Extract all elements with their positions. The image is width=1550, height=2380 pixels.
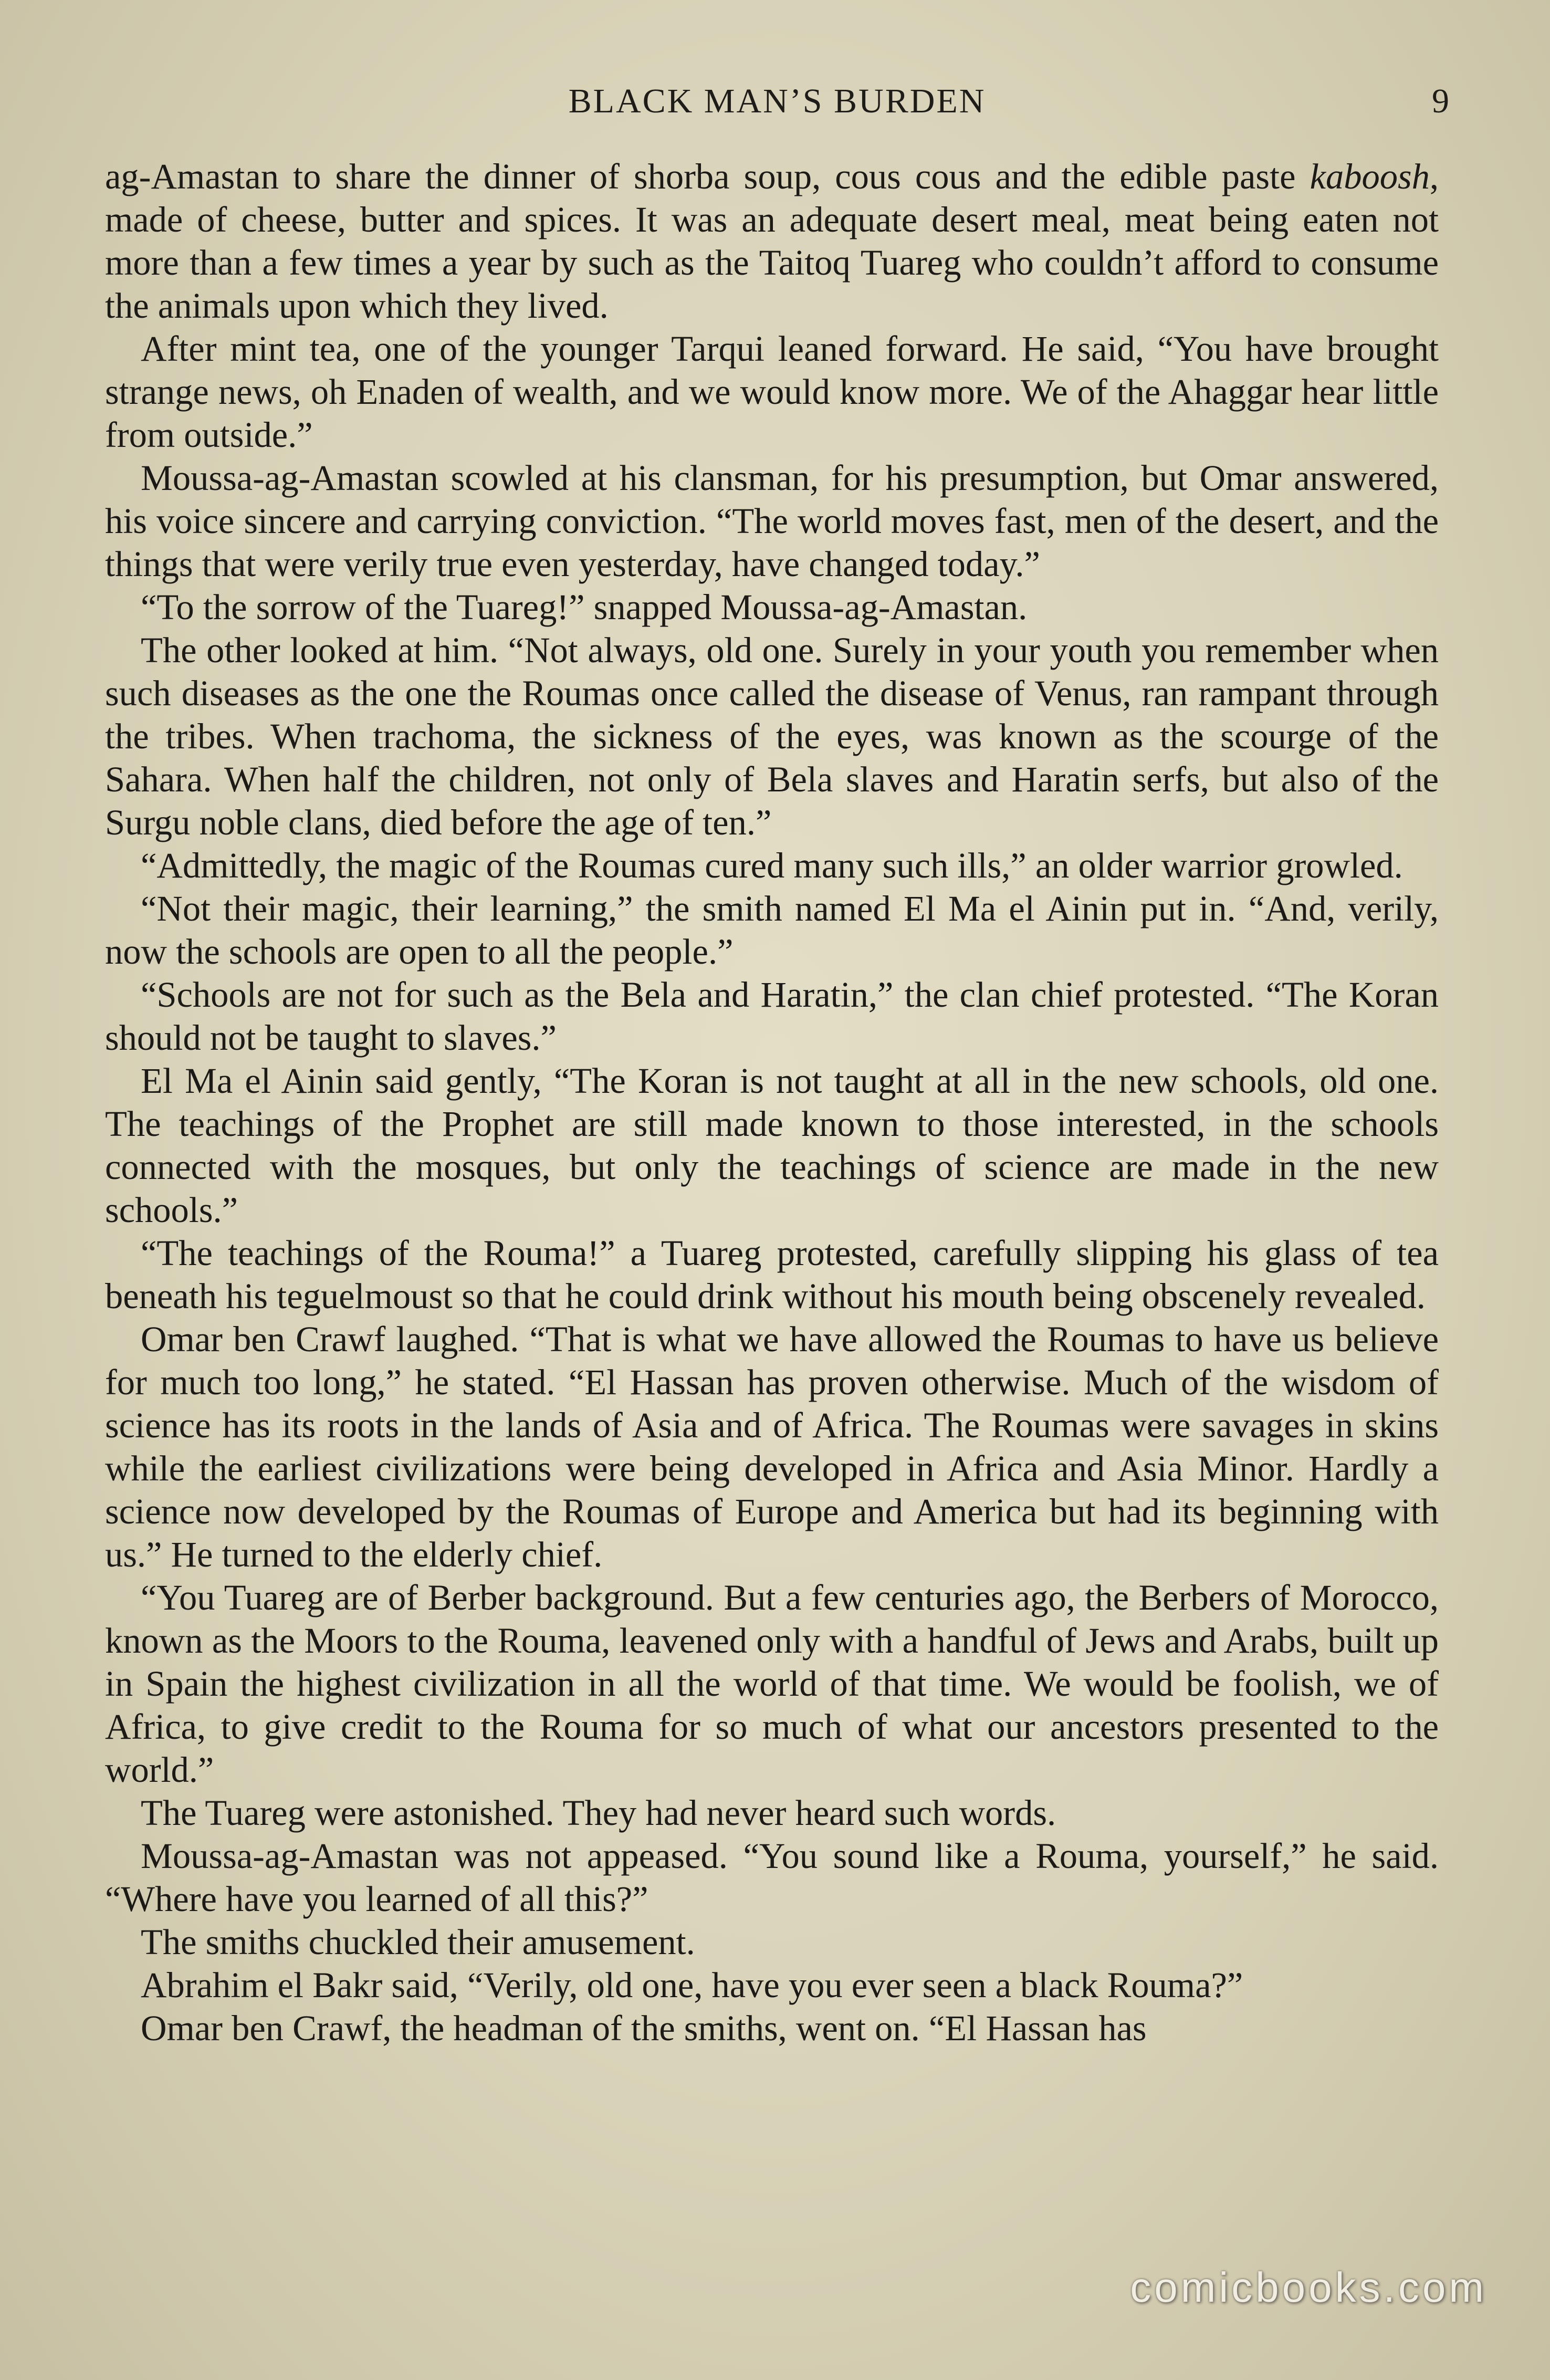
watermark: comicbooks.com (1130, 2264, 1487, 2311)
paragraph (105, 2007, 1439, 2050)
text-segment: El Ma el Ainin said gently, “The Koran is not taught at all in the new schools, old one. The teachings of the Prophet are still made known to those interested, in the schools connected with the mosques, but only the teachings of science are made in the new schools.” (105, 1061, 1439, 1230)
text-segment: , made of cheese, butter and spices. It was an adequate desert meal, meat being eaten not more than a few times a year by such as the Taitoq Tuareg who couldn’t afford to consume the animals upon which they lived. (105, 156, 1439, 326)
text-segment: “Not their magic, their learning,” the smith named El Ma el Ainin put in. “And, verily, now the schools are open to all the people.” (105, 889, 1439, 972)
paragraph (105, 629, 1439, 844)
paragraph (105, 1964, 1439, 2007)
paragraph (105, 1576, 1439, 1791)
paragraph (105, 1920, 1439, 1964)
text-segment: “To the sorrow of the Tuareg!” snapped Moussa-ag-Amastan. (141, 587, 1028, 627)
paragraph (105, 887, 1439, 973)
running-title: BLACK MAN’S BURDEN (568, 82, 986, 120)
text-segment: “The teachings of the Rouma!” a Tuareg protested, carefully slipping his glass of tea beneath his teguelmoust so that he could drink without his mouth being obscenely revealed. (105, 1233, 1439, 1316)
page-number: 9 (1432, 82, 1449, 120)
text-segment: “Admittedly, the magic of the Roumas cured many such ills,” an older warrior growled. (141, 845, 1403, 885)
text-segment: Omar ben Crawf laughed. “That is what we have allowed the Roumas to have us believe for much too long,” he stated. “El Hassan has proven otherwise. Much of the wisdom of science has its roots in the lands of Asia and of Africa. The Roumas were savages in skins while the earliest civilizations were being developed in Africa and Asia Minor. Hardly a science now developed by the Roumas of Europe and America but had its beginning with us.” He turned to the elderly chief. (105, 1319, 1439, 1574)
text-segment: After mint tea, one of the younger Tarqui leaned forward. He said, “You have brought strange news, oh Enaden of wealth, and we would know more. We of the Ahaggar hear little from outside.” (105, 329, 1439, 455)
body-text (105, 155, 1439, 2050)
text-segment: Moussa-ag-Amastan scowled at his clansman, for his presumption, but Omar answered, his voice sincere and carrying conviction. “The world moves fast, men of the desert, and the things that were verily true even yesterday, have changed today.” (105, 458, 1439, 584)
paragraph (105, 1231, 1439, 1318)
text-segment: The Tuareg were astonished. They had never heard such words. (141, 1793, 1056, 1833)
paragraph (105, 586, 1439, 629)
text-segment: Abrahim el Bakr said, “Verily, old one, have you ever seen a black Rouma?” (141, 1965, 1243, 2005)
paragraph (105, 973, 1439, 1059)
paragraph (105, 155, 1439, 327)
paragraph (105, 1318, 1439, 1576)
paragraph (105, 1834, 1439, 1920)
paragraph (105, 456, 1439, 586)
text-segment: “You Tuareg are of Berber background. But a few centuries ago, the Berbers of Morocco, known as the Moors to the Rouma, leavened only with a handful of Jews and Arabs, built up in Spain the highest civilization in all the world of that time. We would be foolish, we of Africa, to give credit to the Rouma for so much of what our ancestors presented to the world.” (105, 1578, 1439, 1790)
text-segment: “Schools are not for such as the Bela and Haratin,” the clan chief protested. “The Koran should not be taught to slaves.” (105, 975, 1439, 1058)
text-segment: ag-Amastan to share the dinner of shorba soup, cous cous and the edible paste (105, 156, 1310, 196)
paragraph (105, 844, 1439, 887)
text-segment: Omar ben Crawf, the headman of the smiths, went on. “El Hassan has (141, 2008, 1147, 2048)
text-segment: The other looked at him. “Not always, old one. Surely in your youth you remember when such diseases as the one the Roumas once called the disease of Venus, ran rampant through the tribes. When trachoma, the sickness of the eyes, was known as the scourge of the Sahara. When half the children, not only of Bela slaves and Haratin serfs, but also of the Surgu noble clans, died before the age of ten.” (105, 630, 1439, 842)
paragraph (105, 1791, 1439, 1834)
paragraph (105, 1059, 1439, 1231)
page-header (105, 81, 1449, 139)
text-segment: The smiths chuckled their amusement. (141, 1922, 695, 1962)
paragraph (105, 327, 1439, 456)
italic-text: kaboosh (1310, 156, 1430, 196)
text-segment: Moussa-ag-Amastan was not appeased. “You sound like a Rouma, yourself,” he said. “Where have you learned of all this?” (105, 1836, 1439, 1919)
